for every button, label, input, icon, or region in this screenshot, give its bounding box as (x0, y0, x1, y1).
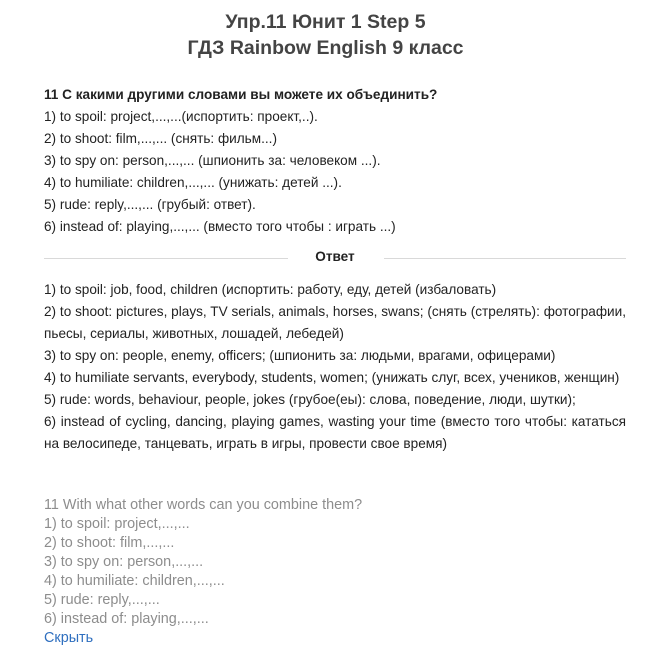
english-item: 1) to spoil: project,...,... (44, 516, 190, 532)
answer-item: 2) to shoot: pictures, plays, TV serials, animals, horses, swans; (снять (стрелять): фотографии, пьесы, сериалы, животных, лошадей, лебедей) (44, 304, 626, 341)
english-block (44, 496, 624, 648)
english-item: 6) instead of: playing,...,... (44, 611, 209, 627)
answer-block (44, 279, 626, 455)
task-item: 2) to shoot: film,...,... (снять: фильм...) (44, 131, 277, 146)
task-block (44, 84, 624, 238)
answer-divider (44, 247, 626, 269)
english-item: 4) to humiliate: children,...,... (44, 573, 225, 589)
task-item: 3) to spy on: person,...,... (шпионить за: человеком ...). (44, 153, 381, 168)
page-subtitle: ГДЗ Rainbow English 9 класс (187, 37, 464, 59)
page-title: Упр.11 Юнит 1 Step 5 (225, 11, 426, 33)
english-item: 5) rude: reply,...,... (44, 592, 160, 608)
task-item: 1) to spoil: project,...,...(испортить: проект,..). (44, 109, 318, 124)
hide-link[interactable]: Скрыть (44, 630, 94, 646)
english-heading: 11 With what other words can you combine them? (44, 497, 363, 513)
task-item: 5) rude: reply,...,... (грубый: ответ). (44, 197, 256, 212)
answer-item: 5) rude: words, behaviour, people, jokes (грубое(еы): слова, поведение, люди, шутки); (44, 392, 576, 407)
divider-line-right (384, 258, 626, 259)
task-item: 4) to humiliate: children,...,... (унижать: детей ...). (44, 175, 342, 190)
answer-item: 4) to humiliate servants, everybody, students, women; (унижать слуг, всех, учеников, женщин) (44, 370, 620, 385)
english-item: 2) to shoot: film,...,... (44, 535, 175, 551)
answer-item: 3) to spy on: people, enemy, officers; (шпионить за: людьми, врагами, офицерами) (44, 348, 556, 363)
answer-label: Ответ (315, 249, 355, 264)
task-item: 6) instead of: playing,...,... (вместо того чтобы : играть ...) (44, 219, 396, 234)
answer-item: 1) to spoil: job, food, children (испортить: работу, еду, детей (избаловать) (44, 282, 497, 297)
answer-item: 6) instead of cycling, dancing, playing games, wasting your time (вместо того чтобы: кататься на велосипеде, танцевать, играть в игры, провести свое время) (44, 414, 626, 451)
english-item: 3) to spy on: person,...,... (44, 554, 204, 570)
task-heading: 11 С какими другими словами вы можете их объединить? (44, 87, 438, 102)
